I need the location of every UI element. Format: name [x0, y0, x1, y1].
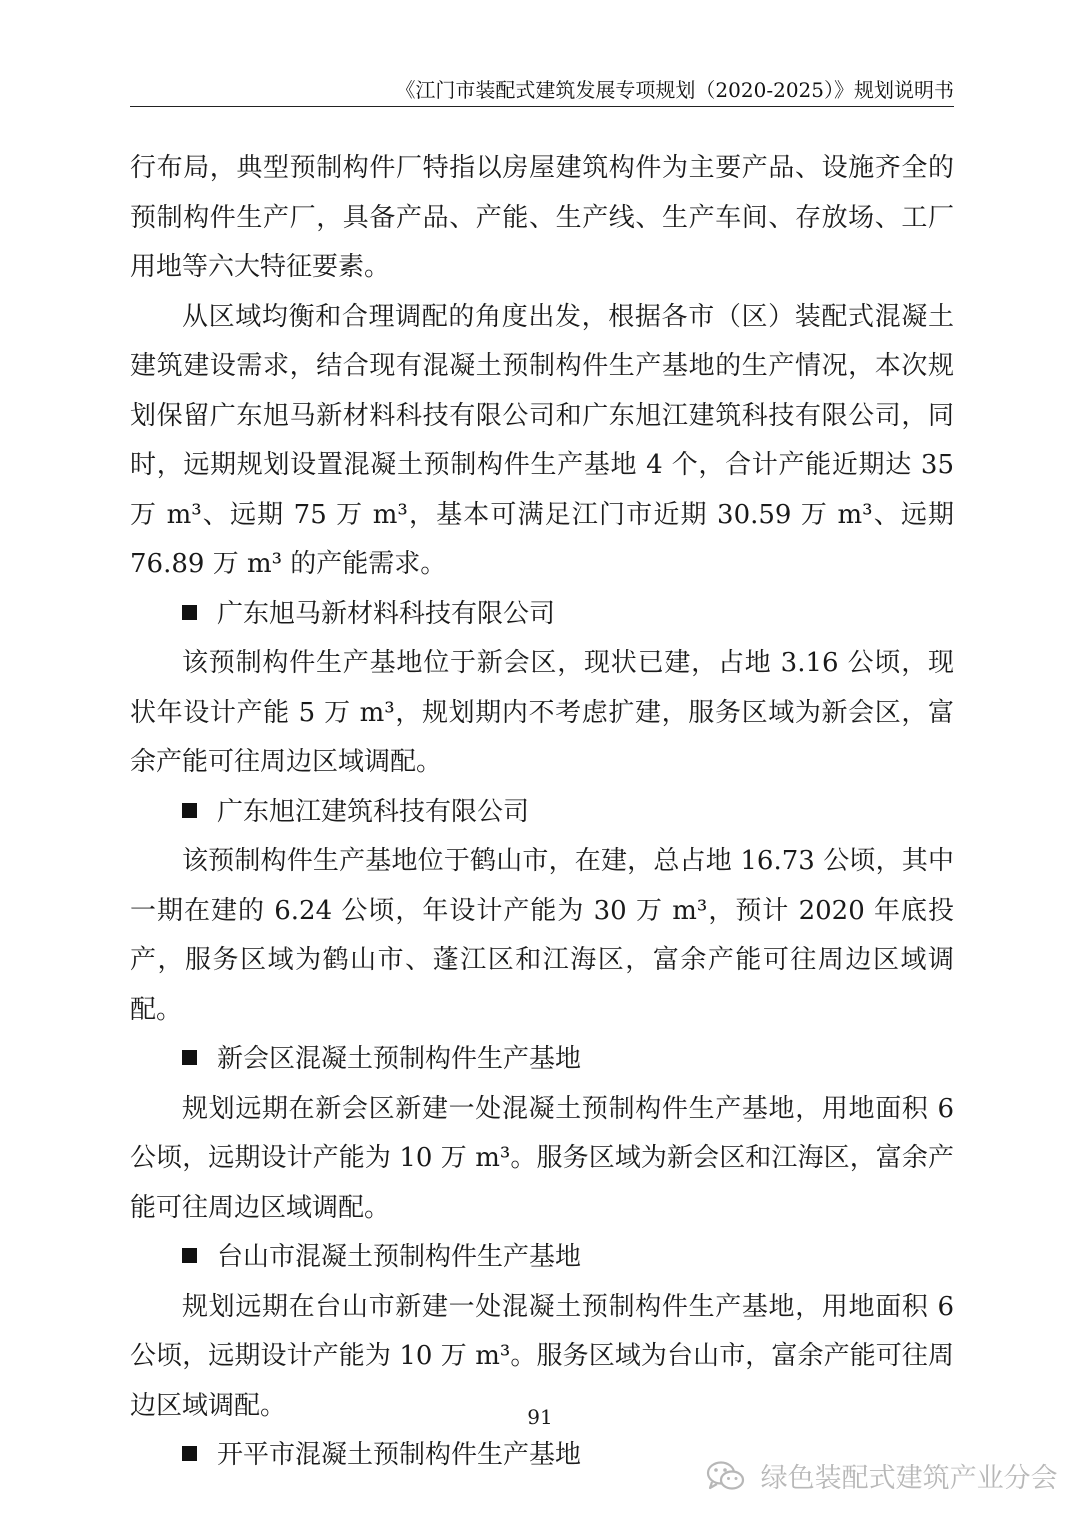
- section-heading-text: 开平市混凝土预制构件生产基地: [217, 1440, 582, 1470]
- section-heading: [130, 788, 954, 838]
- watermark: [706, 1458, 1058, 1500]
- document-header: 《江门市装配式建筑发展专项规划（2020-2025）》规划说明书: [130, 76, 954, 107]
- section-heading-text: 广东旭江建筑科技有限公司: [217, 796, 530, 827]
- square-bullet-icon: [182, 605, 197, 620]
- paragraph: 规划远期在新会区新建一处混凝土预制构件生产基地，用地面积 6 公顷，远期设计产能为 10 万 m³。服务区域为新会区和江海区，富余产能可往周边区域调配。: [130, 1093, 954, 1223]
- watermark-text: 绿色装配式建筑产业分会: [760, 1463, 1058, 1494]
- paragraph: 该预制构件生产基地位于新会区，现状已建，占地 3.16 公顷，现状年设计产能 5 万 m³，规划期内不考虑扩建，服务区域为新会区，富余产能可往周边区域调配。: [130, 648, 954, 777]
- square-bullet-icon: [182, 1446, 197, 1461]
- paragraph: 行布局，典型预制构件厂特指以房屋建筑构件为主要产品、设施齐全的预制构件生产厂，具备产品、产能、生产线、生产车间、存放场、工厂用地等六大特征要素。: [130, 153, 954, 282]
- square-bullet-icon: [182, 803, 197, 818]
- page-content: [130, 144, 954, 1481]
- paragraph: 该预制构件生产基地位于鹤山市，在建，总占地 16.73 公顷，其中一期在建的 6.24 公顷，年设计产能为 30 万 m³，预计 2020 年底投产，服务区域为鹤山市、蓬江区和江海区，富余产能可往周边区域调配。: [130, 846, 954, 1025]
- paragraph: 从区域均衡和合理调配的角度出发，根据各市（区）装配式混凝土建筑建设需求，结合现有混凝土预制构件生产基地的生产情况，本次规划保留广东旭马新材料科技有限公司和广东旭江建筑科技有限公司，同时，远期规划设置混凝土预制构件生产基地 4 个，合计产能近期达 35 万 m³、远期 75 万 m³，基本可满足江门市近期 30.59 万 m³、远期 76.89 万 m³ 的产能需求。: [130, 301, 954, 579]
- section-heading-text: 台山市混凝土预制构件生产基地: [217, 1242, 582, 1272]
- section-heading: [130, 1035, 954, 1085]
- square-bullet-icon: [182, 1248, 197, 1263]
- section-heading-text: 广东旭马新材料科技有限公司: [217, 598, 556, 629]
- square-bullet-icon: [182, 1050, 197, 1065]
- section-heading: [130, 590, 954, 640]
- paragraph: 规划远期在台山市新建一处混凝土预制构件生产基地，用地面积 6 公顷，远期设计产能为 10 万 m³。服务区域为台山市，富余产能可往周边区域调配。: [130, 1291, 954, 1421]
- section-heading: [130, 1233, 954, 1283]
- section-heading-text: 新会区混凝土预制构件生产基地: [217, 1044, 582, 1074]
- wechat-icon: [706, 1459, 746, 1493]
- page-number: 91: [527, 1405, 553, 1429]
